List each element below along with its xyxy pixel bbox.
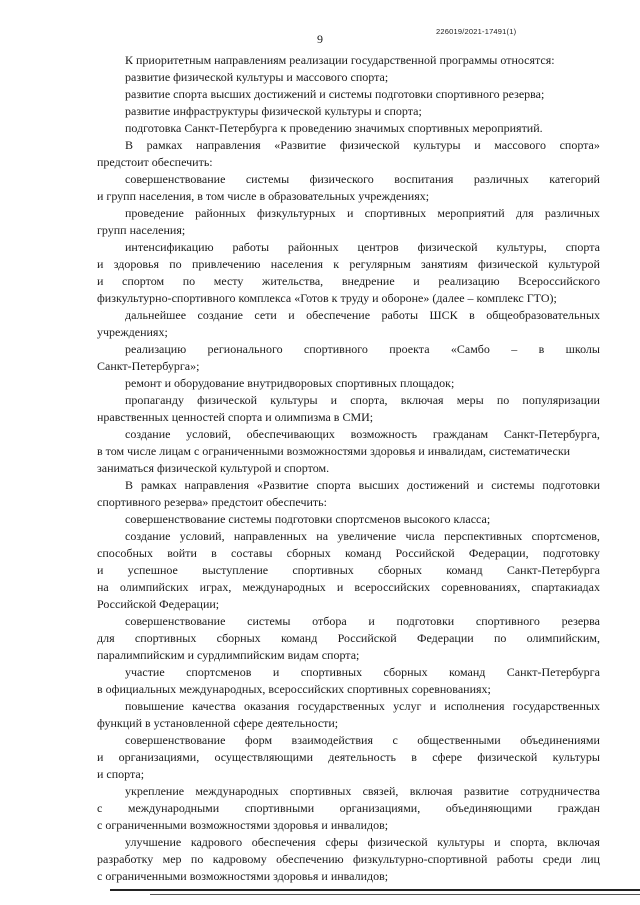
- text-line: и спортом по месту жительства, внедрение и реализацию Всероссийского: [97, 274, 600, 288]
- text-line: и спорта;: [97, 767, 145, 781]
- text-line: в официальных международных, всероссийских спортивных соревнованиях;: [97, 682, 491, 696]
- text-line: с международными спортивными организациями, объединяющими граждан: [97, 801, 600, 815]
- text-line: учреждениях;: [97, 325, 168, 339]
- text-line: развитие инфраструктуры физической культуры и спорта;: [125, 104, 422, 118]
- page-number: 9: [317, 32, 323, 46]
- text-line: дальнейшее создание сети и обеспечение работы ШСК в общеобразовательных: [125, 308, 600, 322]
- text-line: и организациями, осуществляющими деятельность в сфере физической культуры: [97, 750, 600, 764]
- text-line: повышение качества оказания государственных услуг и исполнения государственных: [125, 699, 600, 713]
- text-line: интенсификацию работы районных центров физической культуры, спорта: [125, 240, 600, 254]
- text-line: нравственных ценностей спорта и олимпизма в СМИ;: [97, 410, 374, 424]
- text-line: развитие физической культуры и массового спорта;: [125, 70, 389, 84]
- text-line: предстоит обеспечить:: [97, 155, 213, 169]
- text-line: заниматься физической культурой и спортом.: [97, 461, 330, 475]
- text-line: совершенствование системы подготовки спортсменов высокого класса;: [125, 512, 491, 526]
- text-line: реализацию регионального спортивного проекта «Самбо – в школы: [125, 342, 600, 356]
- text-line: ремонт и оборудование внутридворовых спортивных площадок;: [125, 376, 455, 390]
- text-line: совершенствование системы отбора и подготовки спортивного резерва: [125, 614, 600, 628]
- text-line: способных войти в составы сборных команд Российской Федерации, подготовку: [97, 546, 600, 560]
- text-line: функций в установленной сфере деятельности;: [97, 716, 339, 730]
- document-id: 226019/2021-17491(1): [436, 27, 517, 36]
- text-line: К приоритетным направлениям реализации государственной программы относятся:: [125, 53, 555, 67]
- text-line: и здоровья по привлечению населения к регулярным занятиям физической культурой: [97, 257, 600, 271]
- text-line: паралимпийским и сурдлимпийским видам спорта;: [97, 648, 360, 662]
- text-line: развитие спорта высших достижений и системы подготовки спортивного резерва;: [125, 87, 545, 101]
- text-line: на олимпийских играх, международных и всероссийских соревнованиях, спартакиадах: [97, 580, 600, 594]
- text-line: групп населения;: [97, 223, 186, 237]
- text-line: с ограниченными возможностями здоровья и инвалидов;: [97, 869, 389, 883]
- text-line: В рамках направления «Развитие спорта высших достижений и системы подготовки: [125, 478, 600, 492]
- text-line: создание условий, направленных на увеличение числа перспективных спортсменов,: [125, 529, 600, 543]
- text-line: создание условий, обеспечивающих возможность гражданам Санкт-Петербурга,: [125, 427, 600, 441]
- text-line: физкультурно-спортивного комплекса «Готов к труду и обороне» (далее – комплекс ГТО);: [97, 291, 557, 305]
- text-line: совершенствование форм взаимодействия с общественными объединениями: [125, 733, 600, 747]
- text-line: проведение районных физкультурных и спортивных мероприятий для различных: [125, 206, 600, 220]
- scan-edge-line: [110, 889, 640, 891]
- text-line: для спортивных сборных команд Российской Федерации по олимпийским,: [97, 631, 600, 645]
- text-line: пропаганду физической культуры и спорта, включая меры по популяризации: [125, 393, 600, 407]
- text-line: Российской Федерации;: [97, 597, 220, 611]
- text-line: Санкт-Петербурга»;: [97, 359, 200, 373]
- text-line: совершенствование системы физического воспитания различных категорий: [125, 172, 600, 186]
- text-line: участие спортсменов и спортивных сборных команд Санкт-Петербурга: [125, 665, 600, 679]
- text-line: В рамках направления «Развитие физической культуры и массового спорта»: [125, 138, 600, 152]
- scan-edge-line-secondary: [150, 894, 640, 895]
- text-line: спортивного резерва» предстоит обеспечить:: [97, 495, 327, 509]
- text-line: в том числе лицам с ограниченными возможностями здоровья и инвалидам, систематически: [97, 444, 571, 458]
- text-line: укрепление международных спортивных связей, включая развитие сотрудничества: [125, 784, 600, 798]
- text-line: и успешное выступление спортивных сборных команд Санкт-Петербурга: [97, 563, 600, 577]
- text-line: с ограниченными возможностями здоровья и инвалидов;: [97, 818, 389, 832]
- text-line: улучшение кадрового обеспечения сферы физической культуры и спорта, включая: [125, 835, 600, 849]
- text-line: разработку мер по кадровому обеспечению физкультурно-спортивной работы среди лиц: [97, 852, 600, 866]
- text-line: и групп населения, в том числе в образовательных учреждениях;: [97, 189, 430, 203]
- text-line: подготовка Санкт-Петербурга к проведению значимых спортивных мероприятий.: [125, 121, 543, 135]
